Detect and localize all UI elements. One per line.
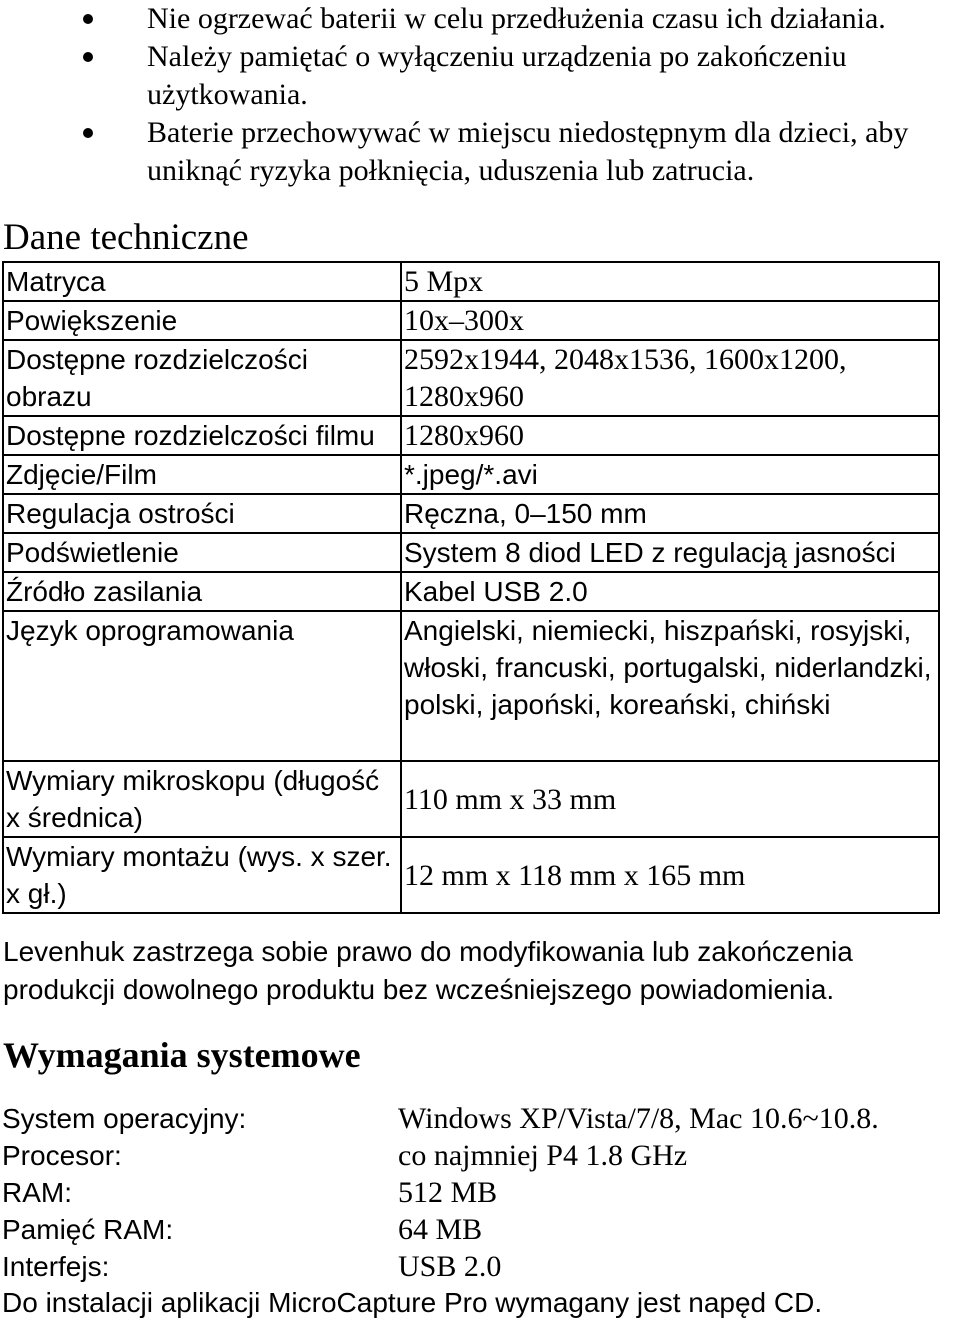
table-row	[2, 1174, 879, 1211]
table-row	[3, 455, 939, 494]
requirement-value: co najmniej P4 1.8 GHz	[398, 1139, 688, 1172]
bullet-text: Nie ogrzewać baterii w celu przedłużenia czasu ich działania.	[147, 2, 886, 35]
manufacturer-notice: Levenhuk zastrzega sobie prawo do modyfikowania lub zakończenia produkcji dowolnego produktu bez wcześniejszego powiadomienia.	[3, 936, 853, 1005]
spec-label: Wymiary montażu (wys. x szer. x gł.)	[3, 837, 401, 913]
requirement-label: RAM:	[2, 1177, 72, 1208]
table-row	[3, 837, 939, 913]
spec-label: Źródło zasilania	[3, 572, 401, 611]
table-row	[3, 761, 939, 837]
spec-label: Dostępne rozdzielczości obrazu	[3, 340, 401, 416]
spec-label: Język oprogramowania	[3, 611, 401, 761]
spec-value: 10x–300x	[401, 301, 939, 340]
requirement-label: Pamięć RAM:	[2, 1214, 174, 1245]
table-row	[3, 533, 939, 572]
bullet-item	[0, 0, 960, 38]
bullet-dot-icon	[83, 14, 93, 24]
table-row	[2, 1248, 879, 1285]
table-row	[3, 494, 939, 533]
requirement-value: USB 2.0	[398, 1250, 502, 1283]
requirement-label: Procesor:	[2, 1140, 122, 1171]
table-row	[3, 611, 939, 761]
spec-value: Ręczna, 0–150 mm	[401, 494, 939, 533]
spec-value: 2592x1944, 2048x1536, 1600x1200, 1280x960	[401, 340, 939, 416]
spec-label: Matryca	[3, 262, 401, 301]
table-row	[2, 1137, 879, 1174]
requirement-label: System operacyjny:	[2, 1103, 247, 1134]
spec-label: Regulacja ostrości	[3, 494, 401, 533]
spec-value: Kabel USB 2.0	[401, 572, 939, 611]
spec-value: *.jpeg/*.avi	[401, 455, 939, 494]
specs-table	[2, 261, 940, 914]
spec-value: Angielski, niemiecki, hiszpański, rosyjski, włoski, francuski, portugalski, niderlandzki, polski, japoński, koreański, chiński	[401, 611, 939, 761]
requirements-table	[2, 1100, 879, 1285]
bullet-text: Należy pamiętać o wyłączeniu urządzenia po zakończeniu użytkowania.	[147, 40, 847, 111]
requirement-value: 512 MB	[398, 1176, 498, 1209]
requirement-label: Interfejs:	[2, 1251, 110, 1282]
spec-label: Wymiary mikroskopu (długość x średnica)	[3, 761, 401, 837]
spec-label: Dostępne rozdzielczości filmu	[3, 416, 401, 455]
spec-value: System 8 diod LED z regulacją jasności	[401, 533, 939, 572]
table-row	[3, 416, 939, 455]
requirement-value: 64 MB	[398, 1213, 483, 1246]
table-row	[3, 262, 939, 301]
spec-value: 1280x960	[401, 416, 939, 455]
spec-label: Powiększenie	[3, 301, 401, 340]
bullet-item	[0, 38, 887, 114]
table-row	[2, 1100, 879, 1137]
spec-label: Zdjęcie/Film	[3, 455, 401, 494]
requirements-heading: Wymagania systemowe	[3, 1035, 361, 1075]
spec-value: 110 mm x 33 mm	[401, 761, 939, 837]
table-row	[3, 301, 939, 340]
bullet-text: Baterie przechowywać w miejscu niedostępnym dla dzieci, aby uniknąć ryzyka połknięcia, uduszenia lub zatrucia.	[147, 116, 909, 187]
specs-heading: Dane techniczne	[3, 217, 249, 258]
table-row	[3, 572, 939, 611]
spec-value: 5 Mpx	[401, 262, 939, 301]
spec-label: Podświetlenie	[3, 533, 401, 572]
bullet-item	[0, 114, 960, 190]
requirement-value: Windows XP/Vista/7/8, Mac 10.6~10.8.	[398, 1102, 879, 1135]
table-row	[2, 1211, 879, 1248]
table-row	[3, 340, 939, 416]
install-note: Do instalacji aplikacji MicroCapture Pro wymagany jest napęd CD.	[2, 1287, 823, 1318]
bullet-dot-icon	[83, 52, 93, 62]
bullet-dot-icon	[83, 128, 93, 138]
spec-value: 12 mm x 118 mm x 165 mm	[401, 837, 939, 913]
